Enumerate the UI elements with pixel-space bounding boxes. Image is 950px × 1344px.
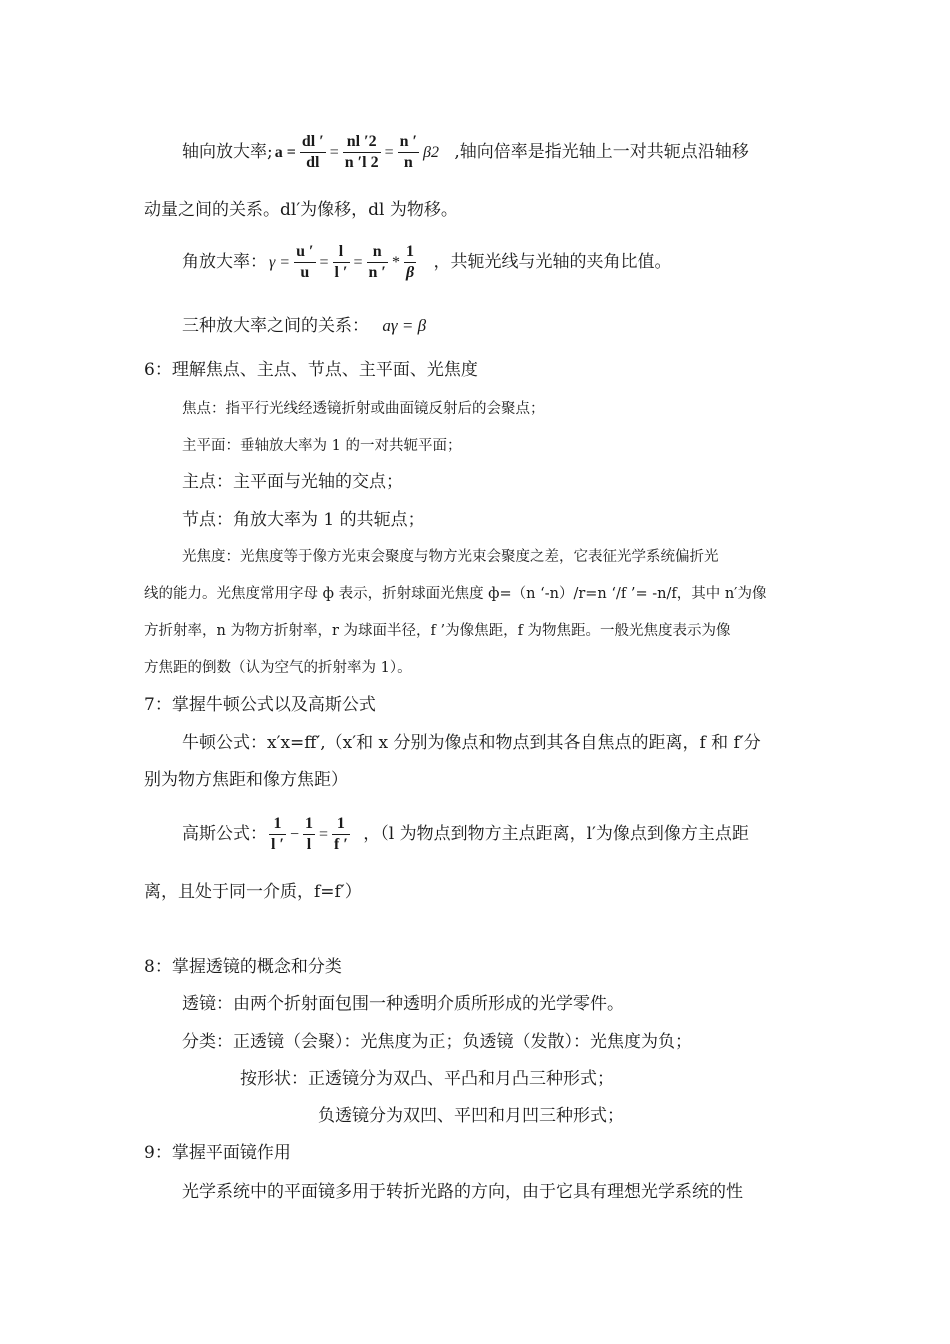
- negative-lens-shapes: 负透镜分为双凹、平凹和月凹三种形式；: [318, 1106, 624, 1126]
- gauss-description: ，（l 为物点到物方主点距离，l′为像点到像方主点距: [363, 824, 749, 844]
- relation-label: 三种放大率之间的关系：: [182, 316, 369, 336]
- section-9-heading: 9：掌握平面镜作用: [144, 1143, 291, 1163]
- section-6-heading: 6：理解焦点、主点、节点、主平面、光焦度: [144, 360, 478, 380]
- newton-formula-line-1: 牛顿公式：x′x=ff′,（x′和 x 分别为像点和物点到其各自焦点的距离，f 和 f′分: [182, 733, 761, 753]
- angular-description: ，共轭光线与光轴的夹角比值。: [433, 252, 672, 272]
- optical-power-line-1: 光焦度：光焦度等于像方光束会聚度与物方光束会聚度之差，它表征光学系统偏折光: [182, 549, 719, 565]
- axial-fraction-1: $\frac{dl '}{dl}$: [301, 133, 324, 171]
- principal-point-definition: 主点：主平面与光轴的交点；: [182, 472, 403, 492]
- angular-formula-line: 角放大率： γ = $\frac{u '}{u}$ = $\frac{l}{l '}$ = $\frac{n}{n '}$ * $\frac{1}{\beta}$ ，共轭光线与光轴的夹角比值。: [182, 240, 672, 284]
- axial-label: 轴向放大率;: [182, 142, 273, 162]
- section-8-heading: 8：掌握透镜的概念和分类: [144, 957, 342, 977]
- optical-power-line-4: 方焦距的倒数（认为空气的折射率为 1）。: [144, 660, 412, 676]
- axial-fraction-2: $\frac{nl '2}{n 'l 2}$: [344, 133, 379, 171]
- gauss-label: 高斯公式：: [182, 824, 267, 844]
- angular-star: *: [391, 253, 400, 271]
- angular-lhs: γ =: [269, 253, 291, 271]
- optical-power-line-2: 线的能力。光焦度常用字母 ф 表示，折射球面光焦度 ф=（n ‘-n）/r=n ‘/f ’= -n/f，其中 n′为像: [144, 586, 767, 602]
- newton-formula-line-2: 别为物方焦距和像方焦距）: [144, 770, 348, 790]
- angular-fraction-4: $\frac{1}{\beta}$: [405, 243, 415, 281]
- angular-fraction-2: $\frac{l}{l '}$: [334, 243, 348, 281]
- axial-formula-line: 轴向放大率; a = $\frac{dl '}{dl}$ = $\frac{nl '2}{n 'l 2}$ = $\frac{n '}{n}$ β2 ,轴向倍率是指光轴上一对共轭点沿轴移: [182, 130, 749, 174]
- focus-definition: 焦点：指平行光线经透镜折射或曲面镜反射后的会聚点；: [182, 401, 545, 417]
- angular-fraction-1: $\frac{u '}{u}$: [296, 243, 314, 281]
- section-7-heading: 7：掌握牛顿公式以及高斯公式: [144, 695, 376, 715]
- gauss-formula-line: [182, 812, 749, 856]
- gauss-continuation: 离，且处于同一介质，f=f′）: [144, 882, 362, 902]
- gauss-minus: −: [289, 825, 299, 843]
- angular-fraction-3: $\frac{n}{n '}$: [368, 243, 386, 281]
- axial-lhs: a =: [274, 143, 296, 161]
- gauss-fraction-2: $\frac{1}{l}$: [304, 815, 313, 853]
- plane-mirror-paragraph: 光学系统中的平面镜多用于转折光路的方向，由于它具有理想光学系统的性: [182, 1182, 743, 1202]
- optical-power-line-3: 方折射率，n 为物方折射率，r 为球面半径，f ’为像焦距，f 为物焦距。一般光焦度表示为像: [144, 623, 731, 639]
- gauss-equals: =: [318, 825, 329, 843]
- axial-description: ,轴向倍率是指光轴上一对共轭点沿轴移: [454, 142, 749, 162]
- lens-definition: 透镜：由两个折射面包围一种透明介质所形成的光学零件。: [182, 994, 624, 1014]
- lens-by-shape: 按形状：正透镜分为双凸、平凸和月凸三种形式；: [240, 1069, 614, 1089]
- angular-label: 角放大率：: [182, 252, 267, 272]
- gauss-fraction-1: $\frac{1}{l '}$: [271, 815, 284, 853]
- nodal-point-definition: 节点：角放大率为 1 的共轭点；: [182, 510, 425, 530]
- relation-line: [182, 315, 426, 337]
- gauss-fraction-3: $\frac{1}{f '}$: [334, 815, 348, 853]
- lens-classification: 分类：正透镜（会聚）：光焦度为正；负透镜（发散）：光焦度为负；: [182, 1032, 692, 1052]
- relation-formula: aγ = β: [382, 316, 427, 335]
- axial-beta-squared: β2: [423, 143, 439, 161]
- axial-fraction-3: $\frac{n '}{n}$: [399, 133, 418, 171]
- axial-continuation: 动量之间的关系。dl′为像移，dl 为物移。: [144, 200, 458, 220]
- principal-plane-definition: 主平面：垂轴放大率为 1 的一对共轭平面；: [182, 438, 462, 454]
